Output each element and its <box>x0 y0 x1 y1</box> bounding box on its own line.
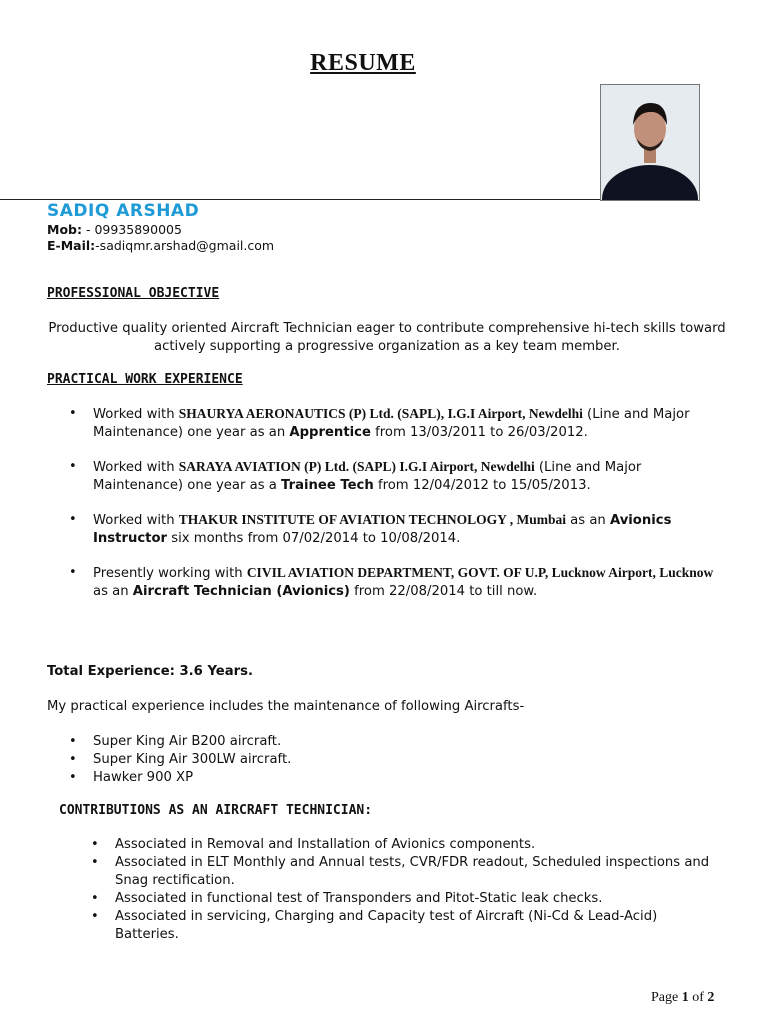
objective-text: Productive quality oriented Aircraft Technician eager to contribute comprehensive hi-tech skills toward actively supporting a progressive organization as a key team member. <box>48 321 726 354</box>
mobile-line <box>47 222 182 237</box>
aircraft-list <box>93 733 693 787</box>
email-value: -sadiqmr.arshad@gmail.com <box>95 238 275 253</box>
aircraft-item: • Super King Air B200 aircraft. <box>93 733 693 751</box>
page-number: Page 1 of 2 <box>651 990 715 1005</box>
mobile-value: - 09935890005 <box>81 222 182 237</box>
experience-item: • Presently working with CIVIL AVIATION DEPARTMENT, GOVT. OF U.P, Lucknow Airport, Lucknow as an Aircraft Technician (Avionics) from 22/08/2014 to till now. <box>93 564 723 601</box>
candidate-name: SADIQ ARSHAD <box>47 201 200 221</box>
total-experience: Total Experience: 3.6 Years. <box>47 664 253 679</box>
contribution-item: • Associated in functional test of Transponders and Pitot-Static leak checks. <box>115 890 715 908</box>
contribution-item: • Associated in Removal and Installation of Avionics components. <box>115 836 715 854</box>
aircraft-item: • Hawker 900 XP <box>93 769 693 787</box>
profile-photo <box>600 84 700 201</box>
header-rule <box>0 199 600 200</box>
experience-item: • Worked with SHAURYA AERONAUTICS (P) Ltd. (SAPL), I.G.I Airport, Newdelhi (Line and Major Maintenance) one year as an Apprentice from 13/03/2011 to 26/03/2012. <box>93 405 723 442</box>
objective-heading: PROFESSIONAL OBJECTIVE <box>47 286 220 301</box>
email-label: E-Mail: <box>47 238 96 253</box>
experience-list <box>93 405 723 617</box>
resume-title: RESUME <box>310 50 416 76</box>
mobile-label: Mob: <box>47 222 82 237</box>
aircraft-item: • Super King Air 300LW aircraft. <box>93 751 693 769</box>
contributions-list <box>115 836 715 944</box>
contribution-item: • Associated in servicing, Charging and Capacity test of Aircraft (Ni-Cd & Lead-Acid) Batteries. <box>115 908 715 944</box>
experience-item: • Worked with THAKUR INSTITUTE OF AVIATION TECHNOLOGY , Mumbai as an Avionics Instructor six months from 07/02/2014 to 10/08/2014. <box>93 511 723 548</box>
experience-heading: PRACTICAL WORK EXPERIENCE <box>47 372 243 387</box>
contribution-item: • Associated in ELT Monthly and Annual tests, CVR/FDR readout, Scheduled inspections and Snag rectification. <box>115 854 715 890</box>
contributions-heading: CONTRIBUTIONS AS AN AIRCRAFT TECHNICIAN: <box>59 803 373 818</box>
experience-item: • Worked with SARAYA AVIATION (P) Ltd. (SAPL) I.G.I Airport, Newdelhi (Line and Major Maintenance) one year as a Trainee Tech from 12/04/2012 to 15/05/2013. <box>93 458 723 495</box>
email-line <box>47 238 274 253</box>
aircraft-intro: My practical experience includes the maintenance of following Aircrafts- <box>47 699 525 714</box>
